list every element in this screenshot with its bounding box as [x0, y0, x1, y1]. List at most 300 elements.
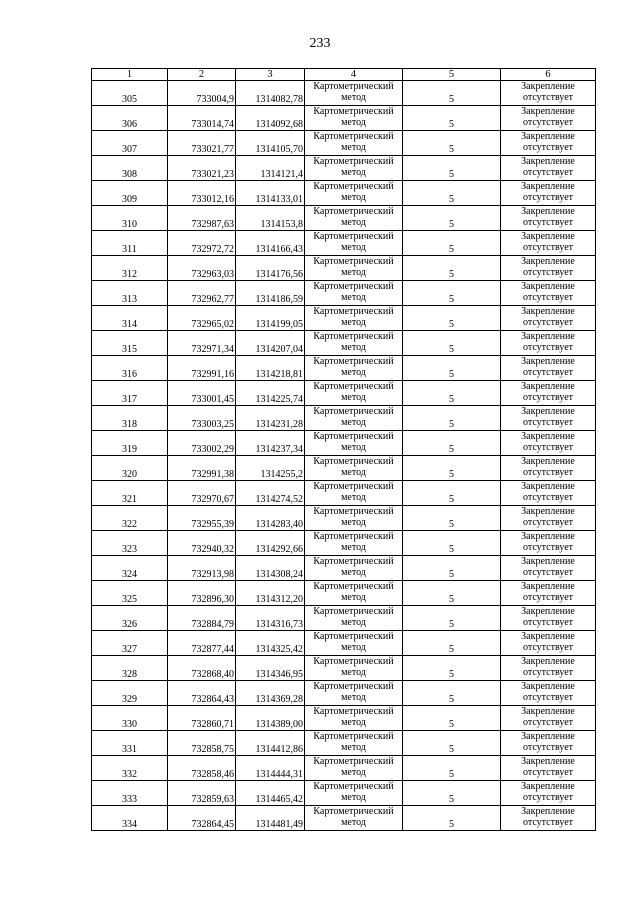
fixing-line: Закрепление	[521, 356, 575, 367]
y-coordinate-cell: 1314237,34	[236, 431, 305, 456]
method-cell	[305, 331, 403, 356]
method-line: метод	[341, 92, 366, 103]
x-coordinate-cell: 733021,23	[168, 156, 236, 181]
point-number-cell: 320	[92, 456, 168, 481]
fixing-line: Закрепление	[521, 731, 575, 742]
method-line: Картометрический	[313, 481, 394, 492]
x-coordinate-cell: 732864,45	[168, 806, 236, 831]
method-line: Картометрический	[313, 556, 394, 567]
accuracy-cell: 5	[403, 481, 501, 506]
method-line: метод	[341, 567, 366, 578]
table-row	[92, 656, 596, 681]
y-coordinate-cell: 1314283,40	[236, 506, 305, 531]
y-coordinate-cell: 1314255,2	[236, 456, 305, 481]
table-row	[92, 406, 596, 431]
method-cell	[305, 106, 403, 131]
method-line: метод	[341, 267, 366, 278]
point-number-cell: 317	[92, 381, 168, 406]
fixing-line: Закрепление	[521, 256, 575, 267]
fixing-line: Закрепление	[521, 706, 575, 717]
point-number-cell: 310	[92, 206, 168, 231]
point-number-cell: 328	[92, 656, 168, 681]
fixing-description-cell	[501, 606, 596, 631]
table-row	[92, 781, 596, 806]
accuracy-cell: 5	[403, 456, 501, 481]
fixing-line: отсутствует	[522, 442, 574, 453]
accuracy-cell: 5	[403, 756, 501, 781]
y-coordinate-cell: 1314369,28	[236, 681, 305, 706]
method-line: метод	[341, 742, 366, 753]
fixing-line: Закрепление	[521, 431, 575, 442]
fixing-line: отсутствует	[522, 542, 574, 553]
column-header: 2	[168, 69, 236, 81]
accuracy-cell: 5	[403, 331, 501, 356]
fixing-line: отсутствует	[522, 667, 574, 678]
fixing-line: Закрепление	[521, 281, 575, 292]
accuracy-cell: 5	[403, 706, 501, 731]
x-coordinate-cell: 733002,29	[168, 431, 236, 456]
method-line: Картометрический	[313, 731, 394, 742]
fixing-description-cell	[501, 356, 596, 381]
method-line: Картометрический	[313, 231, 394, 242]
x-coordinate-cell: 732860,71	[168, 706, 236, 731]
point-number-cell: 326	[92, 606, 168, 631]
fixing-description-cell	[501, 231, 596, 256]
y-coordinate-cell: 1314186,59	[236, 281, 305, 306]
y-coordinate-cell: 1314292,66	[236, 531, 305, 556]
x-coordinate-cell: 732940,32	[168, 531, 236, 556]
x-coordinate-cell: 732971,34	[168, 331, 236, 356]
point-number-cell: 313	[92, 281, 168, 306]
fixing-description-cell	[501, 481, 596, 506]
fixing-description-cell	[501, 631, 596, 656]
method-cell	[305, 556, 403, 581]
point-number-cell: 308	[92, 156, 168, 181]
accuracy-cell: 5	[403, 531, 501, 556]
method-line: метод	[341, 617, 366, 628]
method-line: Картометрический	[313, 656, 394, 667]
accuracy-cell: 5	[403, 181, 501, 206]
fixing-description-cell	[501, 756, 596, 781]
y-coordinate-cell: 1314218,81	[236, 356, 305, 381]
method-line: метод	[341, 817, 366, 828]
method-cell	[305, 706, 403, 731]
table-row	[92, 481, 596, 506]
fixing-line: Закрепление	[521, 806, 575, 817]
y-coordinate-cell: 1314153,8	[236, 206, 305, 231]
accuracy-cell: 5	[403, 81, 501, 106]
method-line: метод	[341, 342, 366, 353]
fixing-description-cell	[501, 106, 596, 131]
fixing-description-cell	[501, 131, 596, 156]
accuracy-cell: 5	[403, 731, 501, 756]
fixing-line: отсутствует	[522, 267, 574, 278]
fixing-description-cell	[501, 556, 596, 581]
table-row	[92, 431, 596, 456]
y-coordinate-cell: 1314465,42	[236, 781, 305, 806]
fixing-line: Закрепление	[521, 781, 575, 792]
table-row	[92, 231, 596, 256]
x-coordinate-cell: 732864,43	[168, 681, 236, 706]
table-row	[92, 631, 596, 656]
x-coordinate-cell: 732962,77	[168, 281, 236, 306]
fixing-line: Закрепление	[521, 406, 575, 417]
method-line: Картометрический	[313, 356, 394, 367]
fixing-line: Закрепление	[521, 106, 575, 117]
fixing-description-cell	[501, 256, 596, 281]
method-cell	[305, 231, 403, 256]
fixing-line: отсутствует	[522, 217, 574, 228]
table-row	[92, 131, 596, 156]
column-header: 3	[236, 69, 305, 81]
fixing-line: Закрепление	[521, 681, 575, 692]
table-row	[92, 556, 596, 581]
method-cell	[305, 156, 403, 181]
accuracy-cell: 5	[403, 381, 501, 406]
method-line: Картометрический	[313, 781, 394, 792]
column-header: 4	[305, 69, 403, 81]
method-line: Картометрический	[313, 281, 394, 292]
method-cell	[305, 206, 403, 231]
x-coordinate-cell: 733021,77	[168, 131, 236, 156]
point-number-cell: 312	[92, 256, 168, 281]
point-number-cell: 316	[92, 356, 168, 381]
method-line: Картометрический	[313, 306, 394, 317]
point-number-cell: 323	[92, 531, 168, 556]
fixing-description-cell	[501, 431, 596, 456]
fixing-line: Закрепление	[521, 306, 575, 317]
y-coordinate-cell: 1314325,42	[236, 631, 305, 656]
fixing-description-cell	[501, 206, 596, 231]
method-line: Картометрический	[313, 631, 394, 642]
method-line: метод	[341, 167, 366, 178]
method-line: Картометрический	[313, 431, 394, 442]
fixing-line: отсутствует	[522, 492, 574, 503]
page-number: 233	[309, 36, 331, 51]
method-line: Картометрический	[313, 756, 394, 767]
method-cell	[305, 256, 403, 281]
fixing-description-cell	[501, 581, 596, 606]
table-row	[92, 381, 596, 406]
method-cell	[305, 806, 403, 831]
fixing-line: Закрепление	[521, 581, 575, 592]
accuracy-cell: 5	[403, 606, 501, 631]
method-line: метод	[341, 317, 366, 328]
x-coordinate-cell: 732991,38	[168, 456, 236, 481]
fixing-line: Закрепление	[521, 131, 575, 142]
fixing-description-cell	[501, 156, 596, 181]
table-row	[92, 281, 596, 306]
x-coordinate-cell: 732896,30	[168, 581, 236, 606]
table-row	[92, 181, 596, 206]
fixing-line: Закрепление	[521, 181, 575, 192]
method-cell	[305, 581, 403, 606]
point-number-cell: 329	[92, 681, 168, 706]
x-coordinate-cell: 733004,9	[168, 81, 236, 106]
method-line: Картометрический	[313, 156, 394, 167]
point-number-cell: 305	[92, 81, 168, 106]
point-number-cell: 332	[92, 756, 168, 781]
fixing-line: отсутствует	[522, 92, 574, 103]
fixing-line: отсутствует	[522, 767, 574, 778]
y-coordinate-cell: 1314444,31	[236, 756, 305, 781]
table-row	[92, 506, 596, 531]
fixing-line: Закрепление	[521, 381, 575, 392]
accuracy-cell: 5	[403, 506, 501, 531]
method-line: Картометрический	[313, 581, 394, 592]
accuracy-cell: 5	[403, 106, 501, 131]
table-row	[92, 256, 596, 281]
column-header: 6	[501, 69, 596, 81]
fixing-description-cell	[501, 731, 596, 756]
fixing-line: отсутствует	[522, 292, 574, 303]
method-line: Картометрический	[313, 806, 394, 817]
method-line: Картометрический	[313, 706, 394, 717]
accuracy-cell: 5	[403, 631, 501, 656]
column-header: 1	[92, 69, 168, 81]
method-line: Картометрический	[313, 206, 394, 217]
y-coordinate-cell: 1314207,04	[236, 331, 305, 356]
accuracy-cell: 5	[403, 681, 501, 706]
table-row	[92, 681, 596, 706]
x-coordinate-cell: 732859,63	[168, 781, 236, 806]
point-number-cell: 330	[92, 706, 168, 731]
table-row	[92, 81, 596, 106]
method-line: Картометрический	[313, 406, 394, 417]
fixing-line: отсутствует	[522, 717, 574, 728]
accuracy-cell: 5	[403, 231, 501, 256]
coordinates-table	[91, 68, 596, 831]
accuracy-cell: 5	[403, 256, 501, 281]
fixing-line: Закрепление	[521, 531, 575, 542]
y-coordinate-cell: 1314166,43	[236, 231, 305, 256]
y-coordinate-cell: 1314092,68	[236, 106, 305, 131]
y-coordinate-cell: 1314389,00	[236, 706, 305, 731]
table-row	[92, 306, 596, 331]
x-coordinate-cell: 732987,63	[168, 206, 236, 231]
method-line: метод	[341, 692, 366, 703]
y-coordinate-cell: 1314308,24	[236, 556, 305, 581]
method-line: Картометрический	[313, 181, 394, 192]
fixing-line: отсутствует	[522, 567, 574, 578]
x-coordinate-cell: 732877,44	[168, 631, 236, 656]
fixing-line: Закрепление	[521, 631, 575, 642]
fixing-line: отсутствует	[522, 117, 574, 128]
fixing-line: Закрепление	[521, 481, 575, 492]
method-cell	[305, 656, 403, 681]
point-number-cell: 334	[92, 806, 168, 831]
table-row	[92, 806, 596, 831]
table-row	[92, 356, 596, 381]
fixing-description-cell	[501, 656, 596, 681]
header-row	[92, 69, 596, 81]
accuracy-cell: 5	[403, 431, 501, 456]
method-line: метод	[341, 392, 366, 403]
accuracy-cell: 5	[403, 206, 501, 231]
point-number-cell: 324	[92, 556, 168, 581]
method-line: метод	[341, 142, 366, 153]
accuracy-cell: 5	[403, 781, 501, 806]
fixing-line: Закрепление	[521, 506, 575, 517]
accuracy-cell: 5	[403, 581, 501, 606]
fixing-description-cell	[501, 331, 596, 356]
method-line: Картометрический	[313, 256, 394, 267]
fixing-line: отсутствует	[522, 142, 574, 153]
y-coordinate-cell: 1314312,20	[236, 581, 305, 606]
point-number-cell: 333	[92, 781, 168, 806]
method-line: Картометрический	[313, 331, 394, 342]
point-number-cell: 307	[92, 131, 168, 156]
method-line: метод	[341, 242, 366, 253]
method-line: метод	[341, 542, 366, 553]
method-line: Картометрический	[313, 131, 394, 142]
fixing-line: отсутствует	[522, 517, 574, 528]
y-coordinate-cell: 1314274,52	[236, 481, 305, 506]
x-coordinate-cell: 733012,16	[168, 181, 236, 206]
fixing-line: Закрепление	[521, 606, 575, 617]
fixing-line: отсутствует	[522, 592, 574, 603]
method-line: метод	[341, 292, 366, 303]
y-coordinate-cell: 1314225,74	[236, 381, 305, 406]
method-line: Картометрический	[313, 506, 394, 517]
method-cell	[305, 131, 403, 156]
x-coordinate-cell: 733014,74	[168, 106, 236, 131]
method-cell	[305, 181, 403, 206]
x-coordinate-cell: 732868,40	[168, 656, 236, 681]
method-line: метод	[341, 217, 366, 228]
method-line: Картометрический	[313, 456, 394, 467]
x-coordinate-cell: 732913,98	[168, 556, 236, 581]
fixing-line: Закрепление	[521, 206, 575, 217]
x-coordinate-cell: 732972,72	[168, 231, 236, 256]
method-cell	[305, 606, 403, 631]
table-row	[92, 731, 596, 756]
method-cell	[305, 456, 403, 481]
method-cell	[305, 631, 403, 656]
accuracy-cell: 5	[403, 356, 501, 381]
fixing-line: отсутствует	[522, 242, 574, 253]
method-cell	[305, 306, 403, 331]
x-coordinate-cell: 732858,46	[168, 756, 236, 781]
accuracy-cell: 5	[403, 406, 501, 431]
y-coordinate-cell: 1314105,70	[236, 131, 305, 156]
method-cell	[305, 406, 403, 431]
point-number-cell: 321	[92, 481, 168, 506]
method-cell	[305, 481, 403, 506]
fixing-line: отсутствует	[522, 742, 574, 753]
method-line: метод	[341, 192, 366, 203]
method-cell	[305, 731, 403, 756]
y-coordinate-cell: 1314082,78	[236, 81, 305, 106]
table-row	[92, 206, 596, 231]
point-number-cell: 318	[92, 406, 168, 431]
method-line: метод	[341, 792, 366, 803]
table-row	[92, 706, 596, 731]
method-line: Картометрический	[313, 531, 394, 542]
table-row	[92, 456, 596, 481]
method-line: метод	[341, 667, 366, 678]
fixing-line: отсутствует	[522, 392, 574, 403]
method-line: метод	[341, 492, 366, 503]
table-row	[92, 531, 596, 556]
table-row	[92, 756, 596, 781]
method-line: метод	[341, 367, 366, 378]
table-row	[92, 106, 596, 131]
column-header: 5	[403, 69, 501, 81]
accuracy-cell: 5	[403, 806, 501, 831]
method-cell	[305, 531, 403, 556]
fixing-description-cell	[501, 706, 596, 731]
accuracy-cell: 5	[403, 306, 501, 331]
fixing-line: Закрепление	[521, 231, 575, 242]
method-line: метод	[341, 717, 366, 728]
x-coordinate-cell: 732955,39	[168, 506, 236, 531]
fixing-line: Закрепление	[521, 556, 575, 567]
fixing-line: отсутствует	[522, 792, 574, 803]
fixing-line: Закрепление	[521, 456, 575, 467]
method-cell	[305, 681, 403, 706]
accuracy-cell: 5	[403, 656, 501, 681]
fixing-line: Закрепление	[521, 156, 575, 167]
table-row	[92, 331, 596, 356]
accuracy-cell: 5	[403, 281, 501, 306]
fixing-line: Закрепление	[521, 331, 575, 342]
method-cell	[305, 81, 403, 106]
method-cell	[305, 381, 403, 406]
method-cell	[305, 756, 403, 781]
fixing-description-cell	[501, 456, 596, 481]
x-coordinate-cell: 732970,67	[168, 481, 236, 506]
method-line: метод	[341, 442, 366, 453]
fixing-line: отсутствует	[522, 642, 574, 653]
method-line: Картометрический	[313, 681, 394, 692]
fixing-line: отсутствует	[522, 342, 574, 353]
y-coordinate-cell: 1314231,28	[236, 406, 305, 431]
fixing-description-cell	[501, 406, 596, 431]
method-line: Картометрический	[313, 81, 394, 92]
fixing-line: отсутствует	[522, 617, 574, 628]
point-number-cell: 309	[92, 181, 168, 206]
fixing-line: Закрепление	[521, 81, 575, 92]
y-coordinate-cell: 1314121,4	[236, 156, 305, 181]
point-number-cell: 311	[92, 231, 168, 256]
x-coordinate-cell: 732965,02	[168, 306, 236, 331]
point-number-cell: 314	[92, 306, 168, 331]
fixing-description-cell	[501, 531, 596, 556]
fixing-line: отсутствует	[522, 192, 574, 203]
table-row	[92, 156, 596, 181]
accuracy-cell: 5	[403, 556, 501, 581]
fixing-line: Закрепление	[521, 656, 575, 667]
method-line: Картометрический	[313, 106, 394, 117]
fixing-line: Закрепление	[521, 756, 575, 767]
y-coordinate-cell: 1314346,95	[236, 656, 305, 681]
x-coordinate-cell: 733001,45	[168, 381, 236, 406]
method-line: Картометрический	[313, 381, 394, 392]
y-coordinate-cell: 1314412,86	[236, 731, 305, 756]
method-cell	[305, 781, 403, 806]
x-coordinate-cell: 732884,79	[168, 606, 236, 631]
method-line: метод	[341, 642, 366, 653]
y-coordinate-cell: 1314199,05	[236, 306, 305, 331]
fixing-description-cell	[501, 181, 596, 206]
fixing-description-cell	[501, 506, 596, 531]
accuracy-cell: 5	[403, 156, 501, 181]
y-coordinate-cell: 1314133,01	[236, 181, 305, 206]
accuracy-cell: 5	[403, 131, 501, 156]
fixing-line: отсутствует	[522, 317, 574, 328]
fixing-description-cell	[501, 306, 596, 331]
